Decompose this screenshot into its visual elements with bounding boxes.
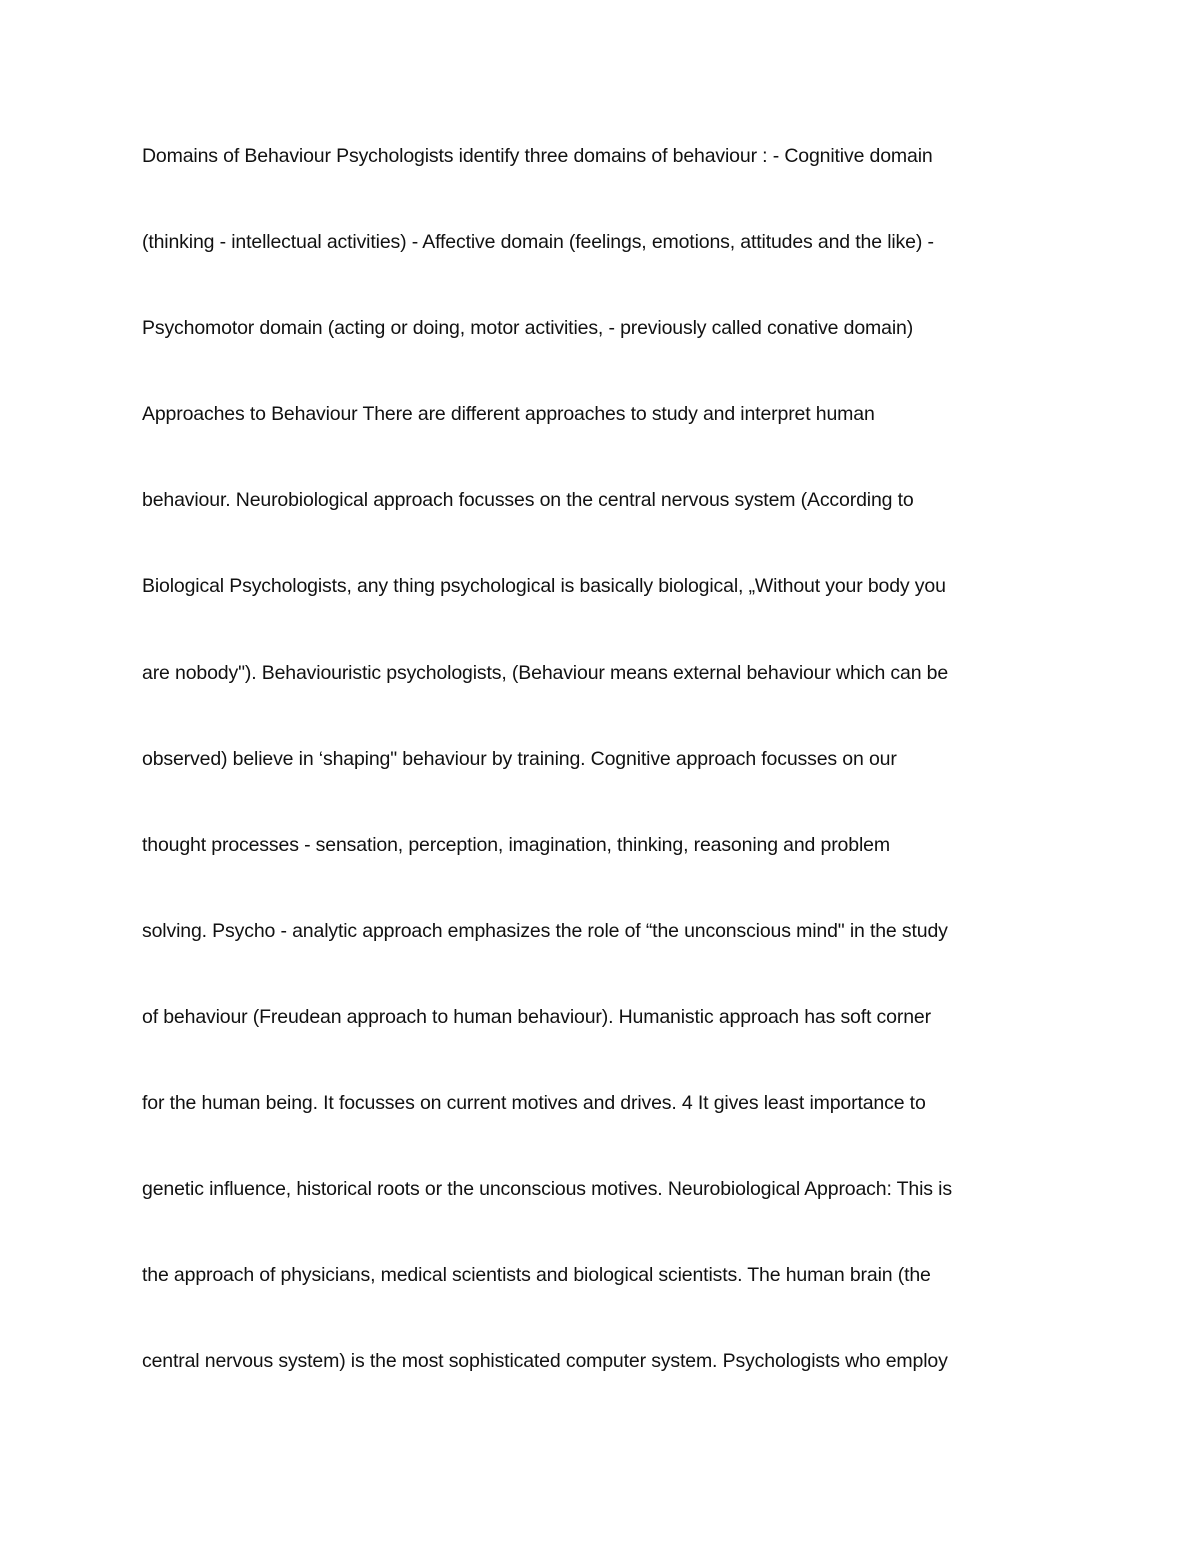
text-line: Approaches to Behaviour There are different approaches to study and interpret human [142,403,875,426]
text-line: genetic influence, historical roots or the unconscious motives. Neurobiological Approach: This is [142,1178,952,1201]
text-line: are nobody"). Behaviouristic psychologists, (Behaviour means external behaviour which can be [142,661,949,684]
text-line: Domains of Behaviour Psychologists identify three domains of behaviour : - Cognitive domain [142,145,933,167]
text-line: central nervous system) is the most sophisticated computer system. Psychologists who employ [142,1350,948,1373]
text-line: observed) believe in ‘shaping" behaviour by training. Cognitive approach focusses on our [142,747,897,770]
text-line: Biological Psychologists, any thing psychological is basically biological, „Without your body you [142,575,946,598]
text-line: solving. Psycho - analytic approach emphasizes the role of “the unconscious mind" in the study [142,919,948,942]
text-line: the approach of physicians, medical scientists and biological scientists. The human brain (the [142,1264,931,1287]
text-line: thought processes - sensation, perception, imagination, thinking, reasoning and problem [142,833,890,856]
text-line: (thinking - intellectual activities) - Affective domain (feelings, emotions, attitudes and the like) - [142,231,934,254]
document-text [142,138,1072,1429]
text-line: for the human being. It focusses on current motives and drives. 4 It gives least importance to [142,1092,926,1115]
text-line: behaviour. Neurobiological approach focusses on the central nervous system (According to [142,489,914,512]
text-line: Psychomotor domain (acting or doing, motor activities, - previously called conative domain) [142,317,914,340]
text-line: of behaviour (Freudean approach to human behaviour). Humanistic approach has soft corner [142,1005,931,1028]
